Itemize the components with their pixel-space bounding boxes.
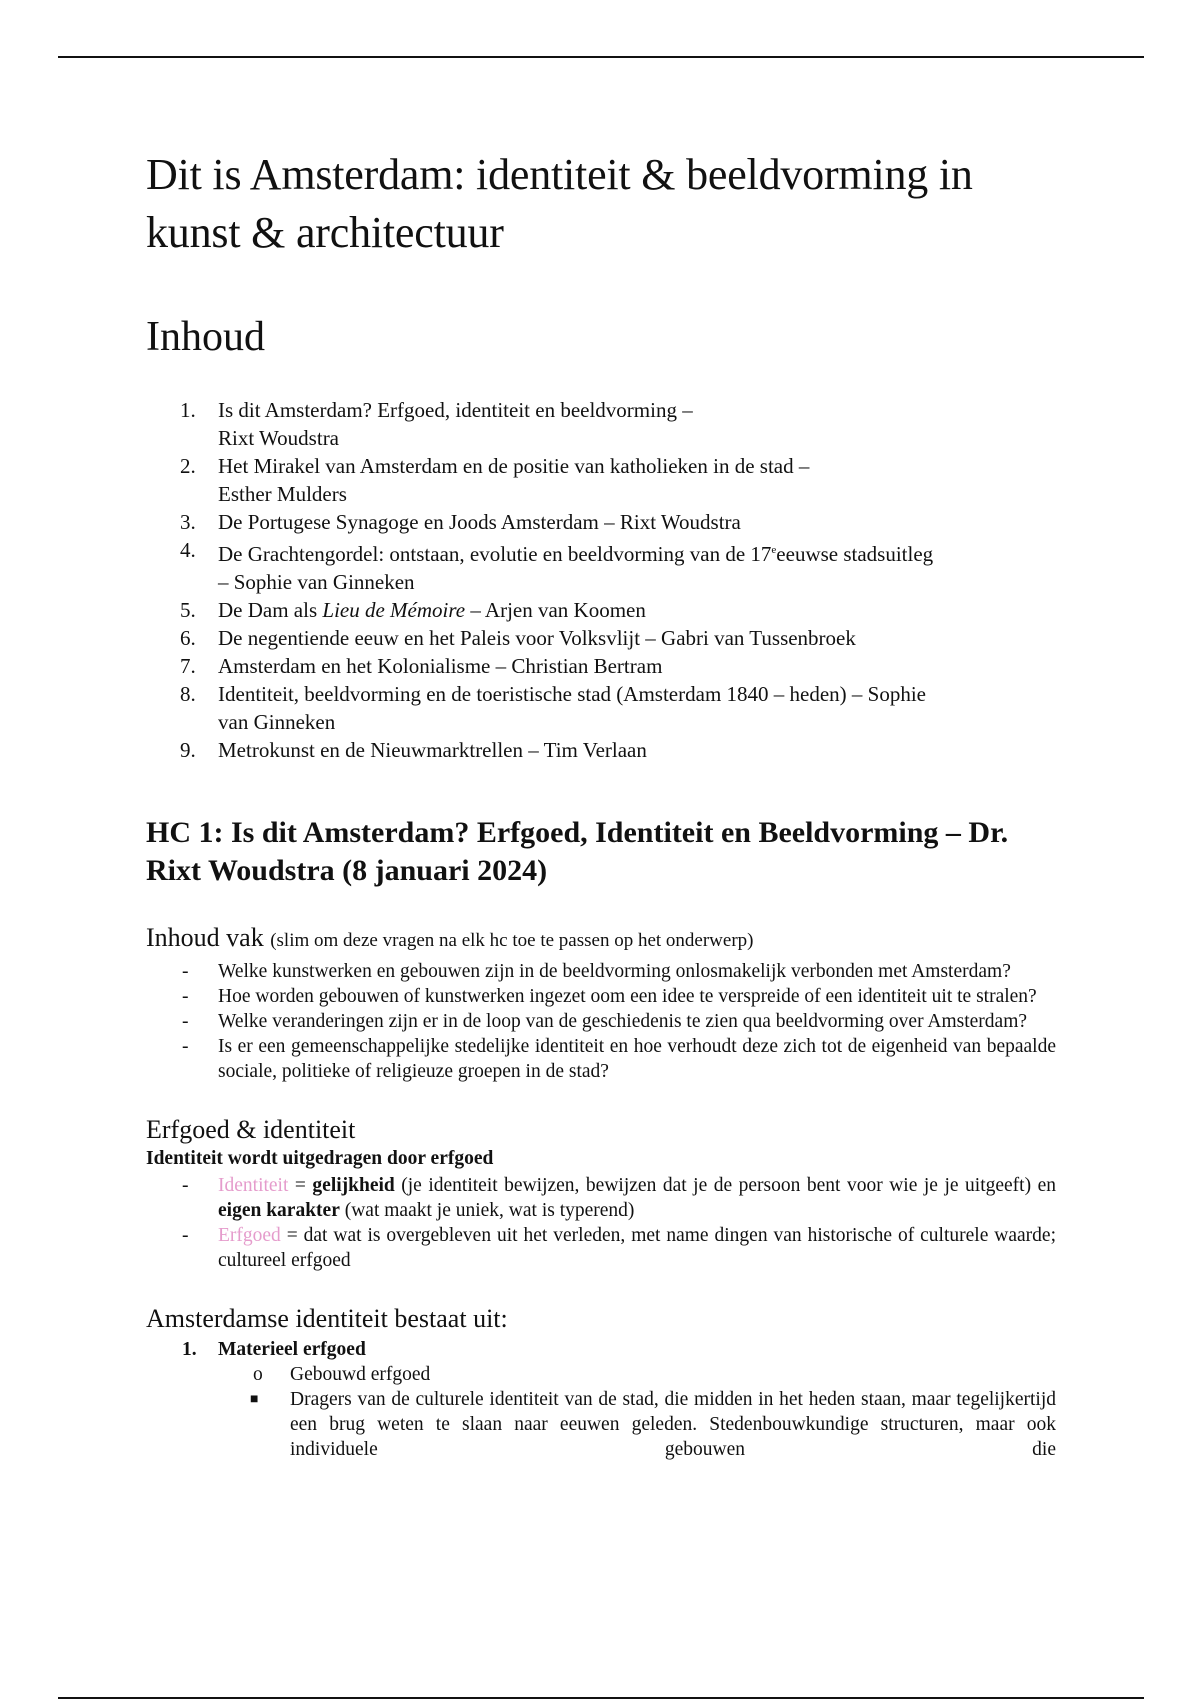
lecture-heading: HC 1: Is dit Amsterdam? Erfgoed, Identiteit en Beeldvorming – Dr. Rixt Woudstra (8 januari 2024) xyxy=(146,816,1009,887)
document-body xyxy=(146,146,1056,1462)
erfgoed-section xyxy=(146,1114,1056,1273)
sub-list-item: o Gebouwd erfgoed xyxy=(253,1364,431,1385)
list-item: - Welke veranderingen zijn er in de loop van de geschiedenis te zien qua beeldvorming over Amsterdam? xyxy=(182,1011,1028,1032)
toc-item: 1. Is dit Amsterdam? Erfgoed, identiteit en beeldvorming – Rixt Woudstra xyxy=(180,398,693,450)
toc-item: 6. De negentiende eeuw en het Paleis voor Volksvlijt – Gabri van Tussenbroek xyxy=(180,626,856,650)
toc-item: 2. Het Mirakel van Amsterdam en de positie van katholieken in de stad – Esther Mulders xyxy=(180,454,810,506)
question-list xyxy=(146,959,1056,1084)
list-item: 1. Materieel erfgoed o Gebouwd erfgoed xyxy=(146,1337,1056,1387)
list-item: - Erfgoed = dat wat is overgebleven uit het verleden, met name dingen van historische of culturele waarde; cultureel erfgoed xyxy=(182,1225,1056,1271)
toc-item: 5. De Dam als Lieu de Mémoire – Arjen van Koomen xyxy=(180,598,646,622)
toc-item: 4. De Grachtengordel: ontstaan, evolutie en beeldvorming van de 17eeeuwse stadsuitleg – Sophie van Ginneken xyxy=(180,538,934,594)
toc-item: 7. Amsterdam en het Kolonialisme – Christian Bertram xyxy=(180,654,663,678)
section-heading: Inhoud vak (slim om deze vragen na elk hc toe te passen op het onderwerp) xyxy=(146,923,754,952)
header-rule xyxy=(58,56,1144,58)
list-item: - Is er een gemeenschappelijke stedelijke identiteit en hoe verhoudt deze zich tot de eigenheid van bepaalde sociale, politieke of religieuze groepen in de stad? xyxy=(182,1036,1056,1082)
list-item: - Hoe worden gebouwen of kunstwerken ingezet oom een idee te verspreide of een identiteit uit te stralen? xyxy=(182,986,1037,1007)
footer-rule xyxy=(58,1697,1144,1699)
amsterdamse-identiteit-section xyxy=(146,1303,1056,1462)
section-heading: Amsterdamse identiteit bestaat uit: xyxy=(146,1304,508,1333)
toc-item: 3. De Portugese Synagoge en Joods Amsterdam – Rixt Woudstra xyxy=(180,510,741,534)
definition-list xyxy=(146,1173,1056,1273)
toc-heading: Inhoud xyxy=(146,314,265,360)
bold-statement: Identiteit wordt uitgedragen door erfgoed xyxy=(146,1148,494,1169)
list-item: - Welke kunstwerken en gebouwen zijn in de beeldvorming onlosmakelijk verbonden met Amsterdam? xyxy=(182,961,1011,982)
identity-list xyxy=(146,1337,1056,1387)
toc-item: 8. Identiteit, beeldvorming en de toeristische stad (Amsterdam 1840 – heden) – Sophie van Ginneken xyxy=(180,682,926,734)
toc-item: 9. Metrokunst en de Nieuwmarktrellen – Tim Verlaan xyxy=(180,738,647,762)
sub-sub-list-item: ■ Dragers van de culturele identiteit van de stad, die midden in het heden staan, maar tegelijkertijd een brug weten te slaan naar eeuwen geleden. Stedenbouwkundige structuren, maar ook individuele gebouwen die xyxy=(250,1389,1056,1460)
inhoud-vak-section xyxy=(146,922,1056,1084)
section-heading: Erfgoed & identiteit xyxy=(146,1115,356,1144)
document-title: Dit is Amsterdam: identiteit & beeldvorming in kunst & architectuur xyxy=(146,150,973,257)
table-of-contents xyxy=(146,396,1056,764)
list-item: - Identiteit = gelijkheid (je identiteit bewijzen, bewijzen dat je de persoon bent voor wie je je uitgeeft) en eigen karakter (wat maakt je uniek, wat is typerend) xyxy=(182,1175,1056,1221)
